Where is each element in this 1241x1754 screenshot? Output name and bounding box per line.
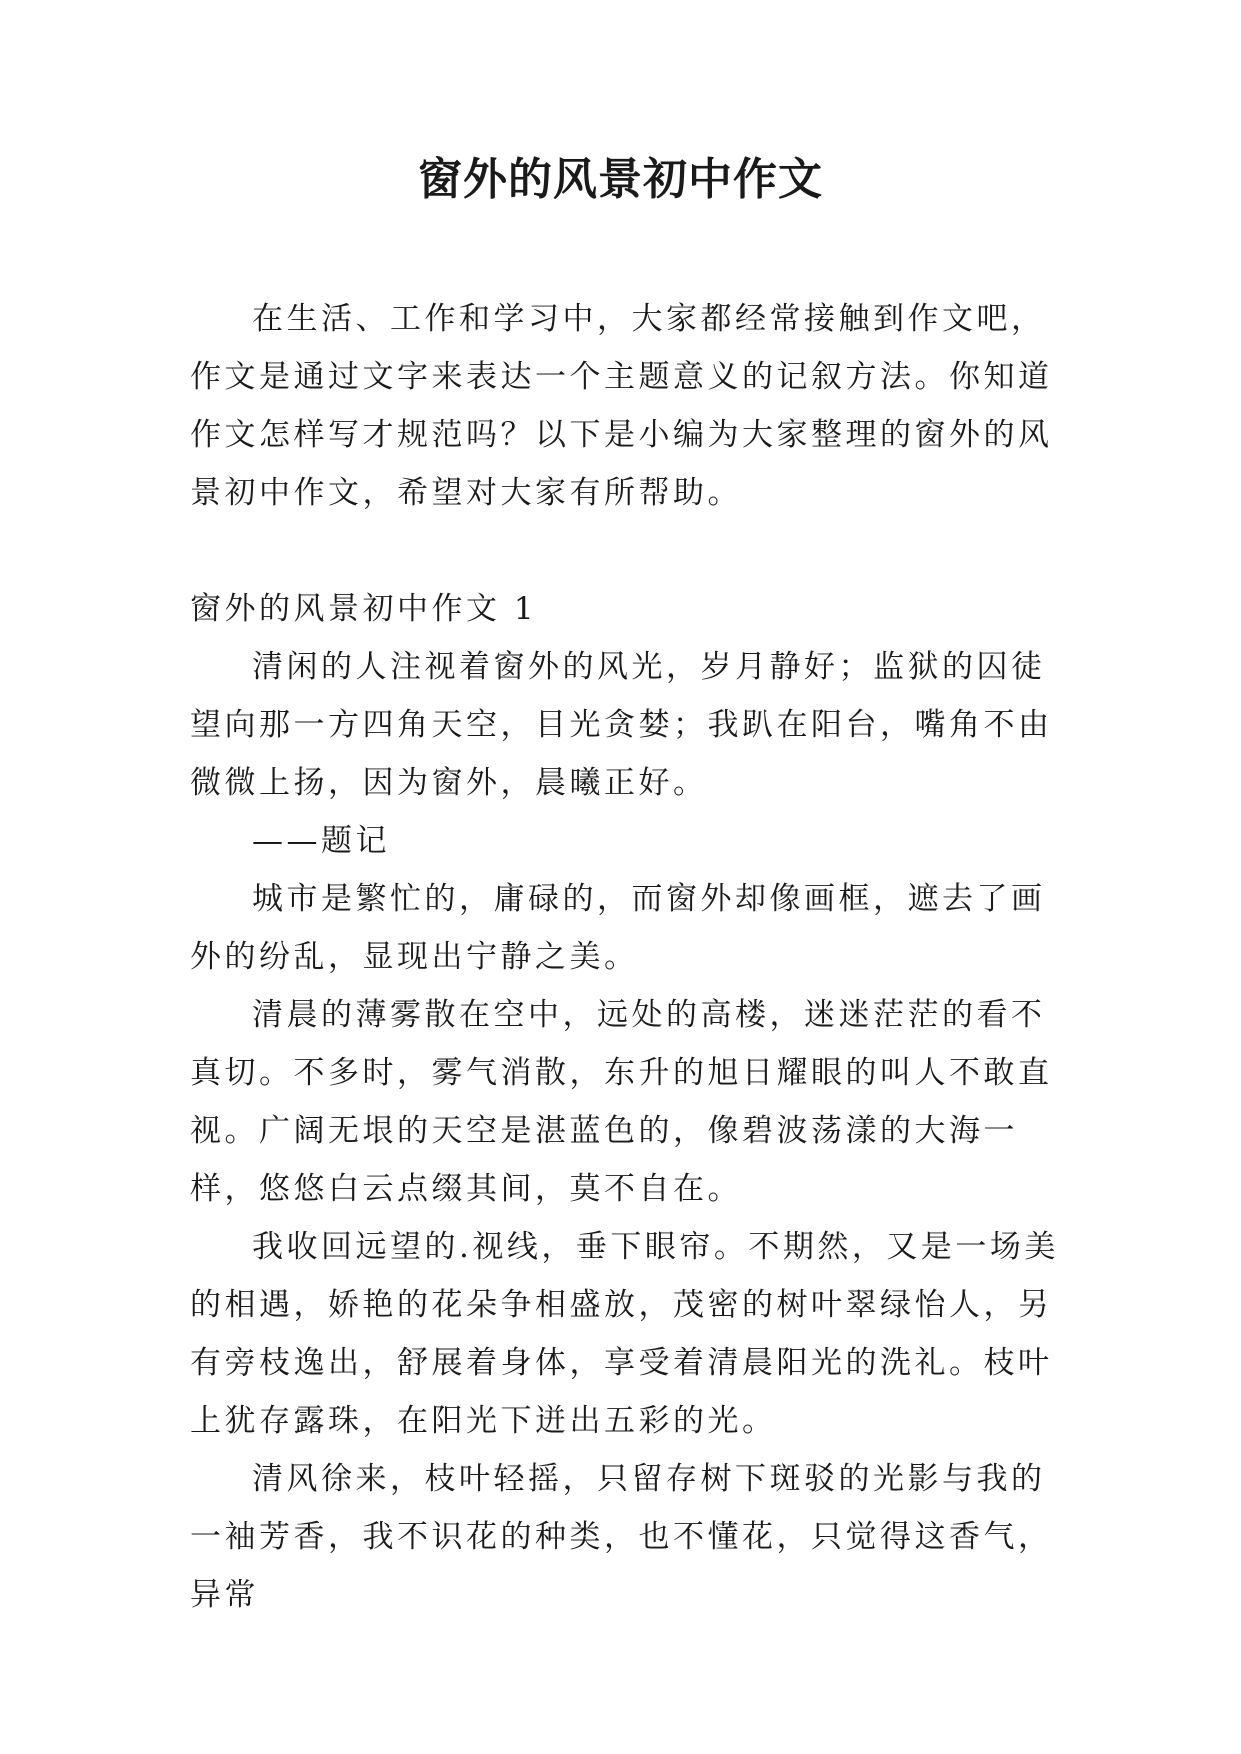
- document-title: 窗外的风景初中作文: [418, 154, 823, 205]
- body-paragraph: ——题记: [252, 823, 390, 859]
- intro-paragraph: 在生活、工作和学习中，大家都经常接触到作文吧，作文是通过文字来表达一个主题意义的记叙方法。你知道作文怎样写才规范吗？以下是小编为大家整理的窗外的风景初中作文，希望对大家有所帮助。: [190, 301, 1053, 511]
- body-paragraph: 我收回远望的.视线，垂下眼帘。不期然，又是一场美的相遇，娇艳的花朵争相盛放，茂密的树叶翠绿怡人，另有旁枝逸出，舒展着身体，享受着清晨阳光的洗礼。枝叶上犹存露珠，在阳光下迸出五彩的光。: [190, 1229, 1059, 1439]
- document-body: [190, 290, 1060, 1624]
- section-heading: 窗外的风景初中作文 1: [190, 591, 538, 627]
- body-paragraph: 清闲的人注视着窗外的风光，岁月静好；监狱的囚徒望向那一方四角天空，目光贪婪；我趴在阳台，嘴角不由微微上扬，因为窗外，晨曦正好。: [190, 649, 1053, 801]
- body-paragraph: 城市是繁忙的，庸碌的，而窗外却像画框，遮去了画外的纷乱，显现出宁静之美。: [190, 881, 1046, 975]
- body-paragraph: 清风徐来，枝叶轻摇，只留存树下斑驳的光影与我的一袖芳香，我不识花的种类，也不懂花，只觉得这香气，异常: [190, 1461, 1053, 1613]
- body-paragraph: 清晨的薄雾散在空中，远处的高楼，迷迷茫茫的看不真切。不多时，雾气消散，东升的旭日耀眼的叫人不敢直视。广阔无垠的天空是湛蓝色的，像碧波荡漾的大海一样，悠悠白云点缀其间，莫不自在。: [190, 997, 1053, 1207]
